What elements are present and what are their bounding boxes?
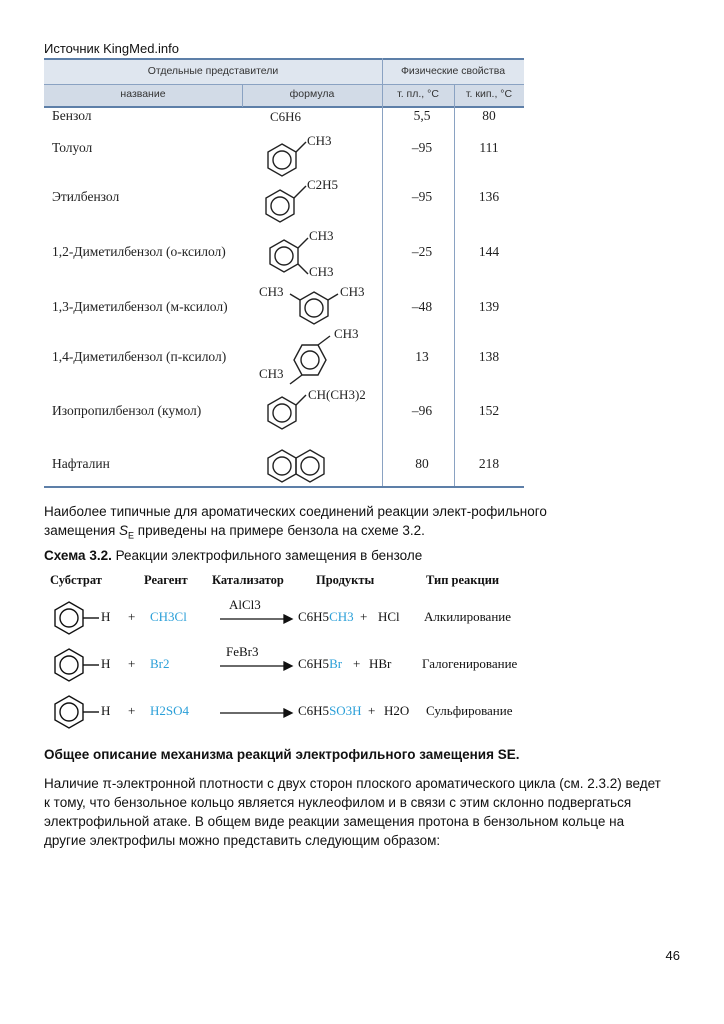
formula-ch3-m2: CH3 <box>340 284 365 299</box>
scheme-reaction-type: Сульфирование <box>426 703 513 718</box>
mechanism-paragraph <box>44 774 694 850</box>
benzene-ring-icon <box>268 397 296 429</box>
scheme-reagent: Br2 <box>150 656 170 671</box>
table-row-name: Изопропилбензол (кумол) <box>52 403 202 418</box>
formula-ch3: CH3 <box>307 133 332 148</box>
benzene-ring-icon <box>294 345 326 375</box>
table-row-name: 1,3-Диметилбензол (м-ксилол) <box>52 299 228 314</box>
table-row-name: 1,4-Диметилбензол (п-ксилол) <box>52 349 227 364</box>
scheme-reaction-type: Галогенирование <box>422 656 518 671</box>
naphthalene-ring-icon <box>296 450 324 482</box>
table-cell-bp: 144 <box>478 244 500 259</box>
mechanism-title: Общее описание механизма реакций электрофильного замещения SE. <box>44 747 520 762</box>
scheme-header-reaction-type: Тип реакции <box>426 573 500 587</box>
table-cell-mp: 13 <box>415 349 429 364</box>
benzene-ring-icon <box>266 190 294 222</box>
table-row-name: Бензол <box>52 108 92 123</box>
intro-line: замещения $S_E$ приведены на примере бензола на схеме 3.2. <box>44 523 425 541</box>
formula-ch3-m1: CH3 <box>259 284 284 299</box>
table-cell-mp: –95 <box>411 189 433 204</box>
scheme-product: C6H5Br <box>298 656 343 671</box>
properties-table <box>44 58 524 488</box>
benzene-ring-icon <box>55 649 83 681</box>
column-header-formula: формула <box>289 88 335 100</box>
table-cell-bp: 136 <box>478 189 500 204</box>
scheme-byproduct: H2O <box>384 703 410 718</box>
formula-ch3-a: CH3 <box>309 228 334 243</box>
scheme-byproduct: HCl <box>378 609 400 624</box>
mechanism-line: к тому, что бензольное кольцо является нуклеофилом и в связи с этим склонно подвергаться <box>44 795 632 810</box>
scheme-reagent: H2SO4 <box>150 703 190 718</box>
table-row-name: Нафталин <box>52 456 110 471</box>
scheme-header-products: Продукты <box>316 573 375 587</box>
formula-ch3-b: CH3 <box>309 264 334 279</box>
table-cell-bp: 152 <box>478 403 500 418</box>
scheme-plus: + <box>368 703 376 718</box>
scheme-byproduct: HBr <box>369 656 392 671</box>
mechanism-line: электрофильной атаке. В общем виде реакции замещения протона в бензольном кольце на <box>44 814 625 829</box>
scheme-header-catalyst: Катализатор <box>212 573 284 587</box>
naphthalene-ring-icon <box>268 450 296 482</box>
table-cell-bp: 80 <box>482 108 496 123</box>
table-row-name: Этилбензол <box>52 189 120 204</box>
scheme-plus: + <box>128 609 136 624</box>
scheme-header-substrate: Субстрат <box>50 573 102 587</box>
scheme-h: H <box>101 609 111 624</box>
table-cell-mp: 5,5 <box>413 108 431 123</box>
column-header-mp: т. пл., °С <box>397 88 439 100</box>
scheme-plus: + <box>128 703 136 718</box>
mechanism-line: другие электрофилы можно представить следующим образом: <box>44 833 441 848</box>
scheme-product: C6H5SO3H <box>298 703 362 718</box>
benzene-ring-icon <box>268 144 296 176</box>
arrow-icon <box>284 662 292 670</box>
table-cell-bp: 111 <box>479 140 499 155</box>
table-cell-bp: 139 <box>478 299 500 314</box>
group-header-representatives: Отдельные представители <box>147 65 279 77</box>
formula-c2h5: C2H5 <box>307 177 339 192</box>
scheme-catalyst: FeBr3 <box>226 644 259 659</box>
table-cell-mp: –96 <box>411 403 433 418</box>
table-cell-bp: 218 <box>478 456 500 471</box>
scheme-reaction-type: Алкилирование <box>424 609 512 624</box>
arrow-icon <box>284 615 292 623</box>
benzene-ring-icon <box>300 292 328 324</box>
scheme-catalyst: AlCl3 <box>229 597 261 612</box>
scheme-title: Схема 3.2. Реакции электрофильного замещения в бензоле <box>44 548 423 563</box>
benzene-ring-icon <box>270 240 298 272</box>
table-row-name: Толуол <box>52 140 93 155</box>
formula-ch3-p1: CH3 <box>334 326 359 341</box>
column-header-bp: т. кип., °С <box>465 88 513 100</box>
table-cell-mp: –48 <box>411 299 433 314</box>
scheme-h: H <box>101 656 111 671</box>
benzene-ring-icon <box>55 696 83 728</box>
scheme-plus: + <box>353 656 361 671</box>
table-cell-mp: –95 <box>411 140 433 155</box>
formula-ch3-p2: CH3 <box>259 366 284 381</box>
mechanism-line: Наличие π-электронной плотности с двух сторон плоского ароматического цикла (см. 2.3.2) ведет <box>44 776 661 791</box>
benzene-ring-icon <box>55 602 83 634</box>
formula-c6h6: C6H6 <box>270 109 302 124</box>
group-header-physical: Физические свойства <box>400 65 506 77</box>
scheme-plus: + <box>360 609 368 624</box>
scheme-plus: + <box>128 656 136 671</box>
arrow-icon <box>284 709 292 717</box>
table-cell-mp: –25 <box>411 244 433 259</box>
column-header-name: название <box>120 88 166 100</box>
scheme-header-reagent: Реагент <box>144 573 188 587</box>
page-number: 46 <box>665 948 680 963</box>
scheme-h: H <box>101 703 111 718</box>
scheme-product: C6H5CH3 <box>298 609 354 624</box>
table-cell-mp: 80 <box>415 456 429 471</box>
table-cell-bp: 138 <box>478 349 500 364</box>
intro-paragraph <box>44 502 684 546</box>
formula-cumene: CH(CH3)2 <box>308 387 366 402</box>
table-row-name: 1,2-Диметилбензол (о-ксилол) <box>52 244 226 259</box>
source-header: Источник KingMed.info <box>44 41 179 56</box>
scheme-reagent: CH3Cl <box>150 609 187 624</box>
intro-line: Наиболее типичные для ароматических соединений реакции элект-рофильного <box>44 504 547 519</box>
